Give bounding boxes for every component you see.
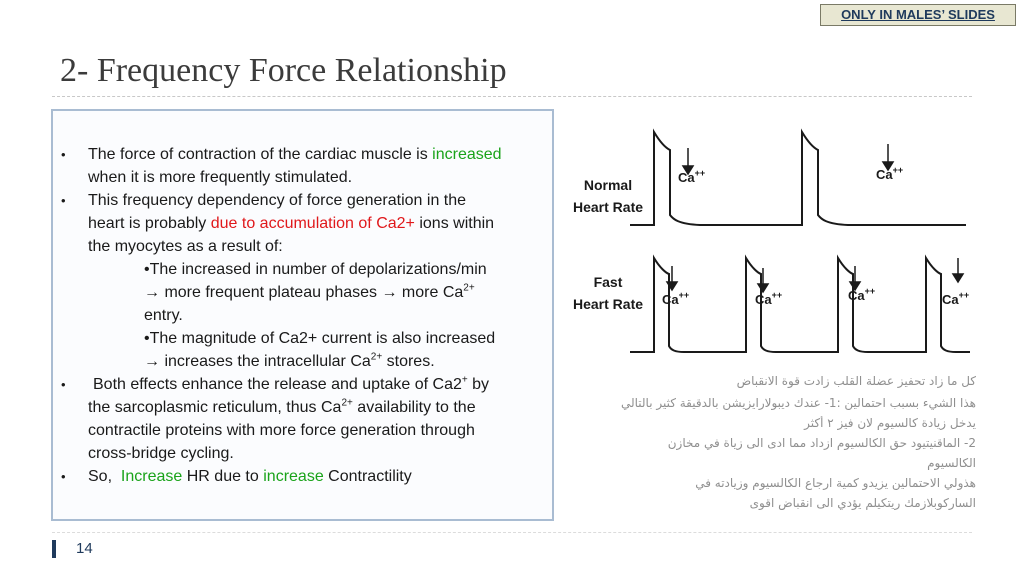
arabic-note-line: هذولي الاحتمالين يزيدو كمية ارجاع الكالسيوم وزيادته في — [695, 476, 976, 490]
page-number-accent — [52, 540, 56, 558]
sub-bullet-1-line-1: •The increased in number of depolarizations/min — [144, 261, 487, 278]
ca-label: Ca++ — [678, 168, 706, 185]
ca-label: Ca++ — [942, 290, 970, 307]
bullet-2-line-3: the myocytes as a result of: — [88, 238, 283, 255]
heart-rate-action-potential-diagram — [570, 120, 980, 365]
ca-label: Ca++ — [662, 290, 690, 307]
bullet-3-line-4: cross-bridge cycling. — [88, 445, 234, 462]
increase-highlight-2: increase — [263, 468, 324, 485]
fast-label-1: Fast — [593, 274, 623, 290]
bullet-marker: • — [61, 147, 66, 162]
bullet-marker: • — [61, 193, 66, 208]
ca-label: Ca++ — [876, 165, 904, 182]
increased-highlight: increased — [432, 146, 502, 163]
accumulation-highlight: due to accumulation of Ca2+ — [210, 215, 415, 232]
sub-bullet-1-line-3: entry. — [144, 307, 183, 324]
arabic-note-line: كل ما زاد تحفيز عضلة القلب زادت قوة الانقباض — [736, 374, 976, 388]
title-divider — [52, 96, 972, 97]
bullet-1-line-2: when it is more frequently stimulated. — [88, 169, 353, 186]
arabic-note-line: الساركوبلازمك ريتكيلم يؤدي الى انقباض اقوى — [749, 496, 976, 510]
bullet-3-line-2: the sarcoplasmic reticulum, thus $Ca^{2+}$ availability to the — [88, 397, 476, 416]
normal-label-2: Heart Rate — [572, 199, 644, 215]
arabic-note-line: يدخل زيادة كالسيوم لان فيز ٢ أكثر — [804, 416, 976, 430]
page-number: 14 — [76, 540, 93, 557]
sub-bullet-1-line-2: → more frequent plateau phases → more $Ca^{2+}$ — [144, 282, 475, 301]
sub-bullet-2-line-1: •The magnitude of Ca2+ current is also increased — [144, 330, 496, 347]
males-only-badge: ONLY IN MALES’ SLIDES — [820, 4, 1016, 26]
ca-label: Ca++ — [848, 286, 876, 303]
bullet-marker: • — [61, 469, 66, 484]
arabic-note-line: هذا الشيء بسبب احتمالين :1- عندك ديبولارايزيشن بالدقيقة كثير بالتالي — [620, 396, 976, 410]
bullet-1-line-1: The force of contraction of the cardiac muscle is increased — [88, 146, 502, 163]
sub-bullet-2-line-2: → increases the intracellular $Ca^{2+}$ stores. — [144, 351, 435, 370]
bullet-marker: • — [61, 377, 66, 392]
footer-divider — [52, 532, 972, 533]
bullet-2-line-1: This frequency dependency of force generation in the — [88, 192, 467, 209]
fast-rate-trace — [630, 258, 970, 352]
slide-title: 2- Frequency Force Relationship — [60, 52, 507, 89]
bullet-3-line-1: Both effects enhance the release and uptake of Ca2+ by — [93, 374, 490, 393]
bullet-3-line-3: contractile proteins with more force generation through — [88, 422, 475, 439]
arabic-note-line: 2- الماقنيتيود حق الكالسيوم ازداد مما ادى الى زياة في مخازن — [667, 436, 976, 450]
fast-label-2: Heart Rate — [572, 296, 644, 312]
ca-label: Ca++ — [755, 290, 783, 307]
bullet-4-line: So, Increase HR due to increase Contractility — [88, 468, 412, 485]
increase-highlight: Increase — [120, 468, 183, 485]
bullet-2-line-2: heart is probably due to accumulation of Ca2+ ions within — [88, 215, 495, 232]
arabic-note-line: الكالسيوم — [927, 456, 976, 470]
normal-label-1: Normal — [583, 177, 633, 193]
